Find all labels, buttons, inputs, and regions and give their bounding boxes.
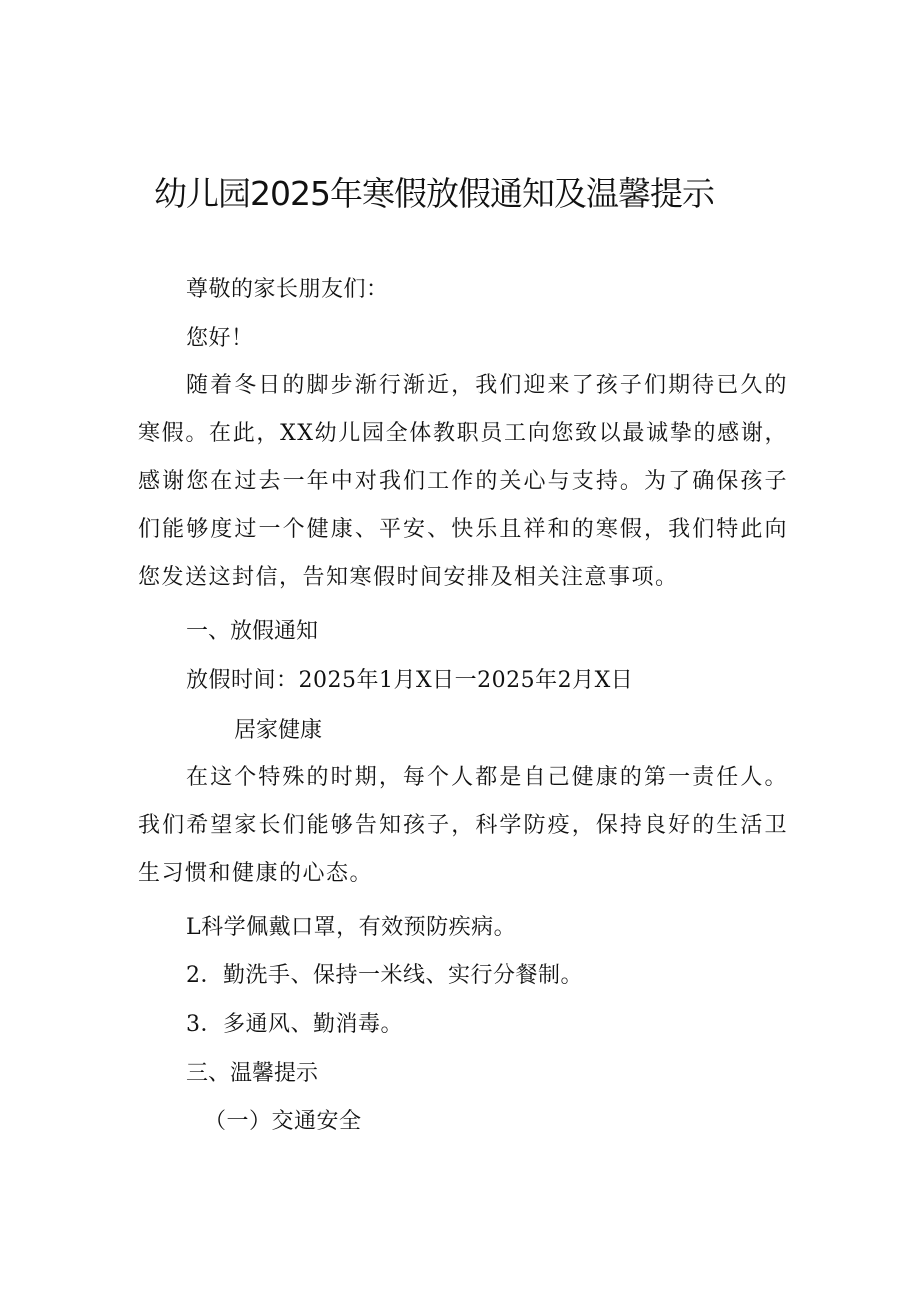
health-item: 3．多通风、勤消毒。 [186,1012,403,1037]
holiday-time: 放假时间：2025年1月X日一2025年2月X日 [186,668,634,693]
section-heading-holiday-notice: 一、放假通知 [186,619,319,644]
health-item: 2．勤洗手、保持一米线、实行分餐制。 [186,963,583,988]
intro-paragraph: 随着冬日的脚步渐行渐近，我们迎来了孩子们期待已久的寒假。在此，XX幼儿园全体教职员工向您致以最诚挚的感谢，感谢您在过去一年中对我们工作的关心与支持。为了确保孩子们能够度过一个健康、平安、快乐且祥和的寒假，我们特此向您发送这封信，告知寒假时间安排及相关注意事项。 [138,373,788,590]
document-title: 幼儿园2025年寒假放假通知及温馨提示 [154,174,714,213]
section-heading-warm-tips: 三、温馨提示 [186,1061,319,1086]
subsection-traffic-safety: （一）交通安全 [204,1109,362,1134]
health-item: L科学佩戴口罩，有效预防疾病。 [186,915,517,940]
greeting: 您好！ [186,326,254,351]
section-heading-home-health: 居家健康 [234,718,323,743]
health-paragraph: 在这个特殊的时期，每个人都是自己健康的第一责任人。我们希望家长们能够告知孩子，科学防疫，保持良好的生活卫生习惯和健康的心态。 [138,765,788,886]
salutation: 尊敬的家长朋友们： [186,277,389,302]
